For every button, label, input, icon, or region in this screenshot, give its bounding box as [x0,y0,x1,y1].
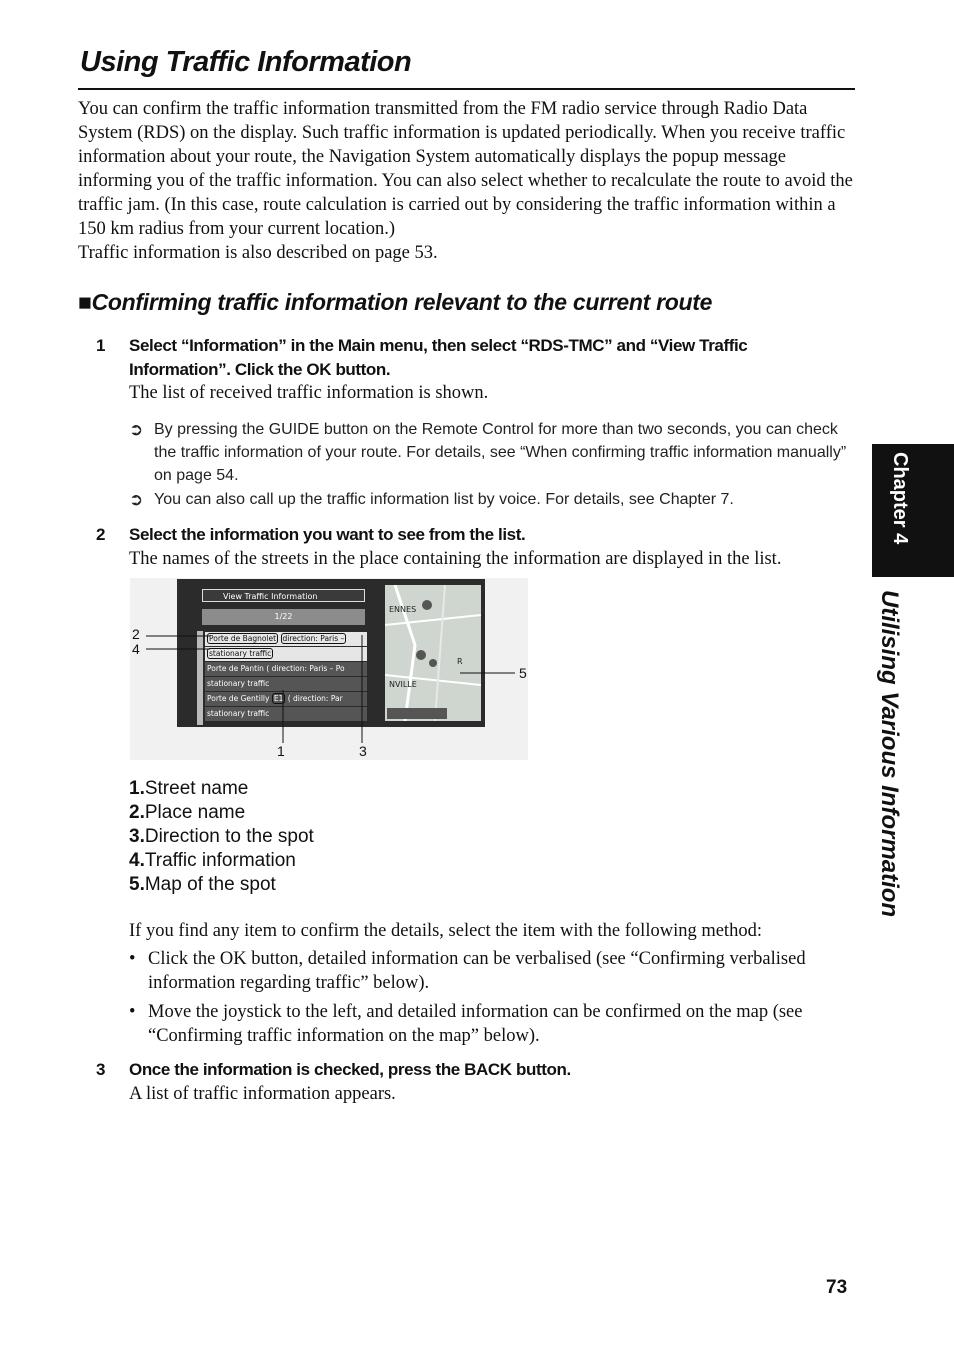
figure-legend [129,777,314,897]
note-2-text: You can also call up the traffic information list by voice. For details, see Chapter 7. [154,491,734,508]
step-1-instruction: Select “Information” in the Main menu, then select “RDS-TMC” and “View Traffic Information”. Click the OK button. [129,336,748,379]
legend-item: 5.Map of the spot [129,874,276,895]
step-3-result: A list of traffic information appears. [129,1084,396,1104]
legend-item: 3.Direction to the spot [129,826,314,847]
step-1-number: 1 [96,336,106,355]
list-item-info[interactable]: stationary traffic [205,677,367,691]
direction: ( direction: Par [287,694,343,703]
bullet-icon: • [129,949,136,969]
legend-item: 2.Place name [129,802,246,823]
intro-reference: Traffic information is also described on page 53. [78,243,438,263]
bullet-item [129,1000,859,1048]
list-count: 1/22 [202,609,365,625]
street-name: Porte de Bagnolet [209,634,277,643]
callout-2: 2 [132,626,140,642]
bullet-icon: • [129,1002,136,1022]
callout-4: 4 [132,641,140,657]
bullet-text: Move the joystick to the left, and detailed information can be confirmed on the map (see “Confirming traffic information on the map” below). [148,1002,803,1046]
note-2 [129,488,859,511]
page-title: Using Traffic Information [80,46,412,78]
title-rule [78,88,855,90]
chapter-label: Chapter 4 [889,452,911,545]
intro-text [78,97,858,265]
callout-1: 1 [277,743,285,759]
note-arrow-icon: ➲ [129,420,144,439]
callout-5: 5 [519,665,527,681]
map-label: R [457,657,463,666]
intro-paragraph: You can confirm the traffic information transmitted from the FM radio service through Radio Data System (RDS) on the display. Such traffic information is updated periodically. When you receive traffic information about your route, the Navigation System automatically displays the popup message informing you of the traffic information. You can also select whether to recalculate the route to avoid the traffic jam. (In this case, route calculation is carried out by considering the traffic information within a 150 km radius from your current location.) [78,99,853,239]
step-3-instruction: Once the information is checked, press the BACK button. [129,1060,571,1079]
callout-3: 3 [359,743,367,759]
list-item-info[interactable]: stationary traffic [205,707,367,721]
callout-lines [130,578,528,760]
map-label: NVILLE [389,680,417,689]
note-arrow-icon: ➲ [129,490,144,509]
page-number: 73 [826,1277,848,1298]
panel-title: View Traffic Information [202,589,365,602]
direction: direction: Paris – [282,634,345,643]
note-1-text: By pressing the GUIDE button on the Remote Control for more than two seconds, you can check the traffic information of your route. For details, see “When confirming traffic information manually” on page 54. [154,421,847,484]
legend-item: 1.Street name [129,778,249,799]
step-2-result: The names of the streets in the place containing the information are displayed in the list. [129,549,782,569]
section-heading: ■Confirming traffic information relevant to the current route [78,289,713,315]
note-1 [129,418,859,487]
screen-figure [130,578,528,760]
street-name: Porte de Gentilly [207,694,270,703]
list-item-street[interactable]: Porte de Pantin ( direction: Paris – Po [205,662,367,676]
step-1-result: The list of received traffic information is shown. [129,383,489,403]
bullet-text: Click the OK button, detailed information can be verbalised (see “Confirming verbalised information regarding traffic” below). [148,949,806,993]
step-2-instruction: Select the information you want to see from the list. [129,525,526,544]
confirm-intro: If you find any item to confirm the details, select the item with the following method: [129,921,762,941]
step-3-number: 3 [96,1060,106,1079]
bullet-item [129,947,859,995]
road-number: E1 [273,694,284,703]
map-label: ENNES [389,605,417,614]
legend-item: 4.Traffic information [129,850,296,871]
step-2-number: 2 [96,525,106,544]
traffic-info: stationary traffic [209,649,272,658]
